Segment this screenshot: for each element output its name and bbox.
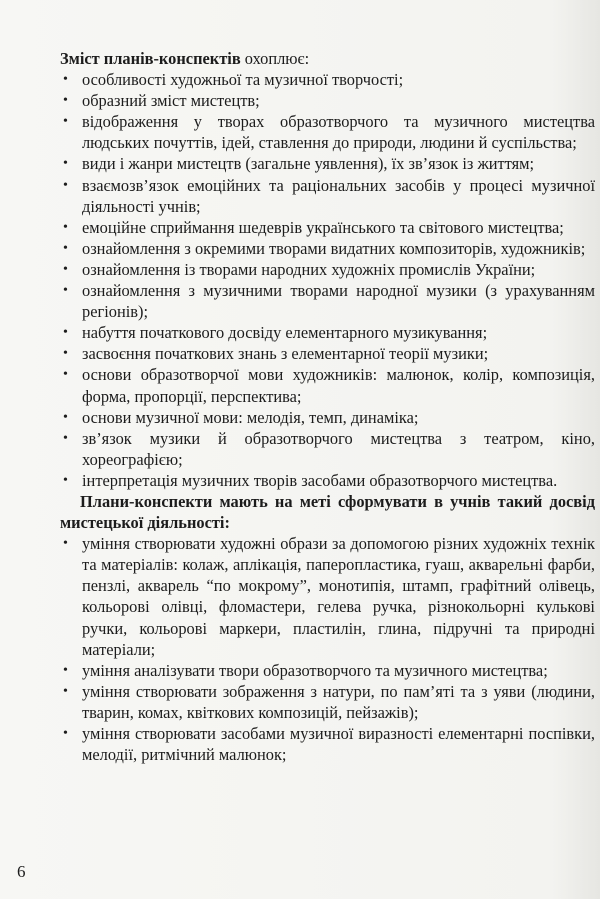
page-number: 6 bbox=[17, 862, 26, 881]
list-item bbox=[60, 280, 595, 322]
list-item bbox=[60, 364, 595, 406]
list-item bbox=[60, 217, 595, 238]
lead-paragraph: Плани-конспекти мають на меті сформувати в учнів такий досвід мистецької діяльності: bbox=[60, 491, 595, 533]
list-item bbox=[60, 428, 595, 470]
bullet-icon: • bbox=[63, 662, 68, 678]
list-item bbox=[60, 723, 595, 765]
list-item-text: відображення у творах образотворчого та музичного мистецтва людських почуттів, ідей, ставлення до природи, людини й суспільства; bbox=[82, 112, 595, 153]
list-item bbox=[60, 259, 595, 280]
heading-bold: Зміст планів-конспектів bbox=[60, 49, 241, 68]
list-item-text: засвоєння початкових знань з елементарної теорії музики; bbox=[82, 344, 489, 364]
bullet-icon: • bbox=[63, 240, 68, 256]
heading-rest: охоплює: bbox=[240, 49, 310, 68]
list-item bbox=[60, 69, 595, 90]
list-item bbox=[60, 343, 595, 364]
content-list bbox=[60, 69, 595, 491]
bullet-icon: • bbox=[63, 346, 68, 362]
list-item-text: ознайомлення з окремими творами видатних композиторів, художників; bbox=[82, 238, 586, 258]
list-item-text: емоційне сприймання шедеврів українського та світового мистецтва; bbox=[82, 217, 564, 237]
bullet-icon: • bbox=[63, 683, 68, 699]
bullet-icon: • bbox=[63, 472, 68, 488]
page-content bbox=[60, 48, 595, 765]
bullet-icon: • bbox=[63, 261, 68, 277]
list-item bbox=[60, 407, 595, 428]
bullet-icon: • bbox=[63, 367, 68, 383]
bullet-icon: • bbox=[63, 430, 68, 446]
list-item bbox=[60, 111, 595, 153]
bullet-icon: • bbox=[63, 409, 68, 425]
bullet-icon: • bbox=[63, 283, 68, 299]
list-item bbox=[60, 470, 595, 491]
bullet-icon: • bbox=[63, 726, 68, 741]
list-item bbox=[60, 533, 595, 660]
list-item bbox=[60, 90, 595, 111]
list-item-text: образний зміст мистецтв; bbox=[82, 91, 260, 111]
list-item-text: ознайомлення із творами народних художніх промислів України; bbox=[82, 259, 536, 279]
skills-list bbox=[60, 533, 595, 765]
list-item bbox=[60, 175, 595, 217]
list-item-text: уміння створювати засобами музичної виразності елементарні поспівки, мелодії, ритмічний малюнок; bbox=[82, 724, 595, 765]
list-item-text: основи музичної мови: мелодія, темп, динаміка; bbox=[82, 407, 419, 427]
bullet-icon: • bbox=[63, 325, 68, 341]
list-item-text: види і жанри мистецтв (загальне уявлення), їх зв’язок із життям; bbox=[82, 154, 535, 174]
bullet-icon: • bbox=[63, 536, 68, 552]
list-item-text: ознайомлення з музичними творами народної музики (з урахуванням регіонів); bbox=[82, 281, 595, 322]
bullet-icon: • bbox=[63, 156, 68, 172]
list-item-text: уміння створювати художні образи за допомогою різних художніх технік та матеріалів: колаж, аплікація, паперопластика, гуаш, акварельні фарби, пензлі, акварель “по мокрому”, монотипія, штамп, графітний олівець, кольорові олівці, фломастери, гелева ручка, різнокольорні кулькові ручки, кольорові маркери, пластилін, глина, підручні та природні матеріали; bbox=[82, 534, 595, 659]
bullet-icon: • bbox=[63, 219, 68, 235]
bullet-icon: • bbox=[63, 93, 68, 109]
list-item bbox=[60, 238, 595, 259]
list-item bbox=[60, 681, 595, 723]
bullet-icon: • bbox=[63, 72, 68, 88]
list-item-text: інтерпретація музичних творів засобами образотворчого мистецтва. bbox=[82, 470, 558, 490]
bullet-icon: • bbox=[63, 114, 68, 130]
list-item bbox=[60, 660, 595, 681]
list-item-text: особливості художньої та музичної творчості; bbox=[82, 70, 404, 90]
list-item bbox=[60, 153, 595, 174]
list-item-text: уміння аналізувати твори образотворчого та музичного мистецтва; bbox=[82, 660, 548, 680]
list-item-text: уміння створювати зображення з натури, по пам’яті та з уяви (людини, тварин, комах, квіткових композицій, пейзажів); bbox=[82, 681, 595, 722]
list-item-text: взаємозв’язок емоційних та раціональних засобів у процесі музичної діяльності учнів; bbox=[82, 175, 595, 216]
list-item-text: основи образотворчої мови художників: малюнок, колір, композиція, форма, пропорції, перспектива; bbox=[82, 365, 595, 406]
bullet-icon: • bbox=[63, 177, 68, 193]
section-heading bbox=[60, 48, 595, 69]
list-item-text: набуття початкового досвіду елементарного музикування; bbox=[82, 323, 488, 343]
list-item-text: зв’язок музики й образотворчого мистецтва з театром, кіно, хореографією; bbox=[82, 428, 595, 469]
list-item bbox=[60, 322, 595, 343]
